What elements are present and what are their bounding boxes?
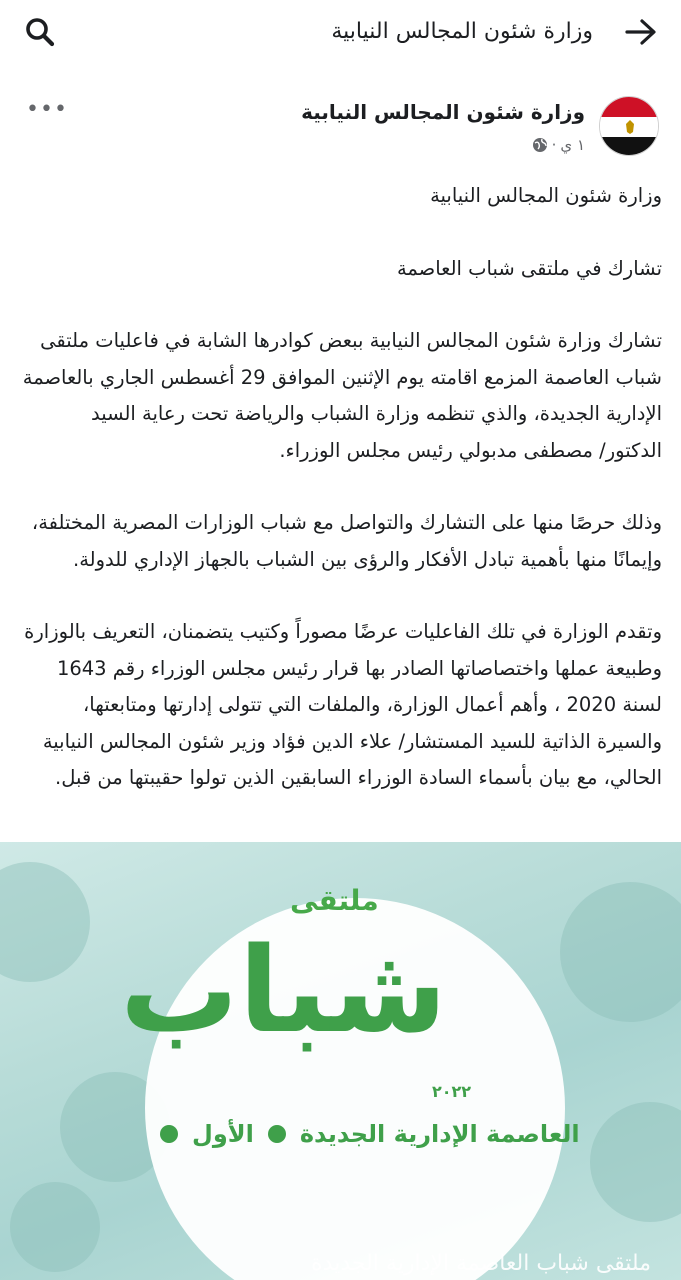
logo-year: ٢٠٢٢ (432, 1082, 472, 1101)
back-button[interactable] (623, 14, 659, 50)
search-icon (25, 17, 55, 47)
background-shape (590, 1102, 681, 1222)
dot-icon (268, 1125, 286, 1143)
logo-small-text: ملتقى (290, 884, 379, 917)
post-paragraph: وتقدم الوزارة في تلك الفاعليات عرضًا مصوراً وكتيب يتضمنان، التعريف بالوزارة وطبيعة عملها واختصاصاتها الصادر بها قرار رئيس مجلس الوزراء رقم 1643 لسنة 2020 ، وأهم أعمال الوزارة، والملفات التي تتولى إدارتها ومتابعتها، والسيرة الذاتية للسيد المستشار/ علاء الدين فؤاد وزير شئون المجالس النيابية الحالي، مع بيان بأسماء السادة الوزراء السابقين الذين تولوا حقيبتها من قبل. (24, 620, 662, 789)
dot-icon (160, 1125, 178, 1143)
top-bar (0, 0, 681, 64)
globe-icon (532, 137, 548, 153)
post-paragraph: تشارك في ملتقى شباب العاصمة (396, 256, 662, 280)
egypt-flag-icon (600, 97, 659, 156)
post-header (0, 88, 681, 168)
arrow-right-icon (625, 19, 657, 45)
background-shape (10, 1182, 100, 1272)
post-paragraph: وزارة شئون المجالس النيابية (430, 184, 662, 207)
post-text (22, 178, 662, 833)
post-paragraph: وذلك حرصًا منها على التشارك والتواصل مع شباب الوزارات المصرية المختلفة، وإيمانًا منها بأهمية تبادل الأفكار والرؤى بين الشباب بالجهاز الإداري للدولة. (31, 511, 662, 571)
more-options-button[interactable]: ••• (26, 97, 68, 122)
search-button[interactable] (22, 14, 58, 50)
post-paragraph: تشارك وزارة شئون المجالس النيابية ببعض كوادرها الشابة في فاعليات ملتقى شباب العاصمة المزمع اقامته يوم الإثنين الموافق 29 أغسطس الجاري بالعاصمة الإدارية الجديدة، والذي تنظمه وزارة الشباب والرياضة تحت رعاية السيد الدكتور/ مصطفى مدبولي رئيس مجلس الوزراء. (22, 329, 662, 462)
logo-tag-first: الأول (192, 1120, 254, 1148)
logo-tagline (160, 1120, 580, 1148)
post-image[interactable] (0, 842, 681, 1280)
post-time[interactable]: ١ ي (560, 136, 585, 154)
avatar[interactable] (599, 96, 659, 156)
logo-main-text: شباب (120, 921, 448, 1059)
image-watermark: ملتقى شباب العاصمة الإدارية الجديدة (311, 1251, 651, 1276)
separator-dot: · (551, 136, 557, 154)
background-shape (0, 862, 90, 982)
post-meta (532, 136, 585, 154)
logo-tag-city: العاصمة الإدارية الجديدة (299, 1120, 580, 1148)
page-title: وزارة شئون المجالس النيابية (331, 19, 593, 44)
post-author[interactable]: وزارة شئون المجالس النيابية (301, 100, 585, 124)
background-shape (560, 882, 681, 1022)
